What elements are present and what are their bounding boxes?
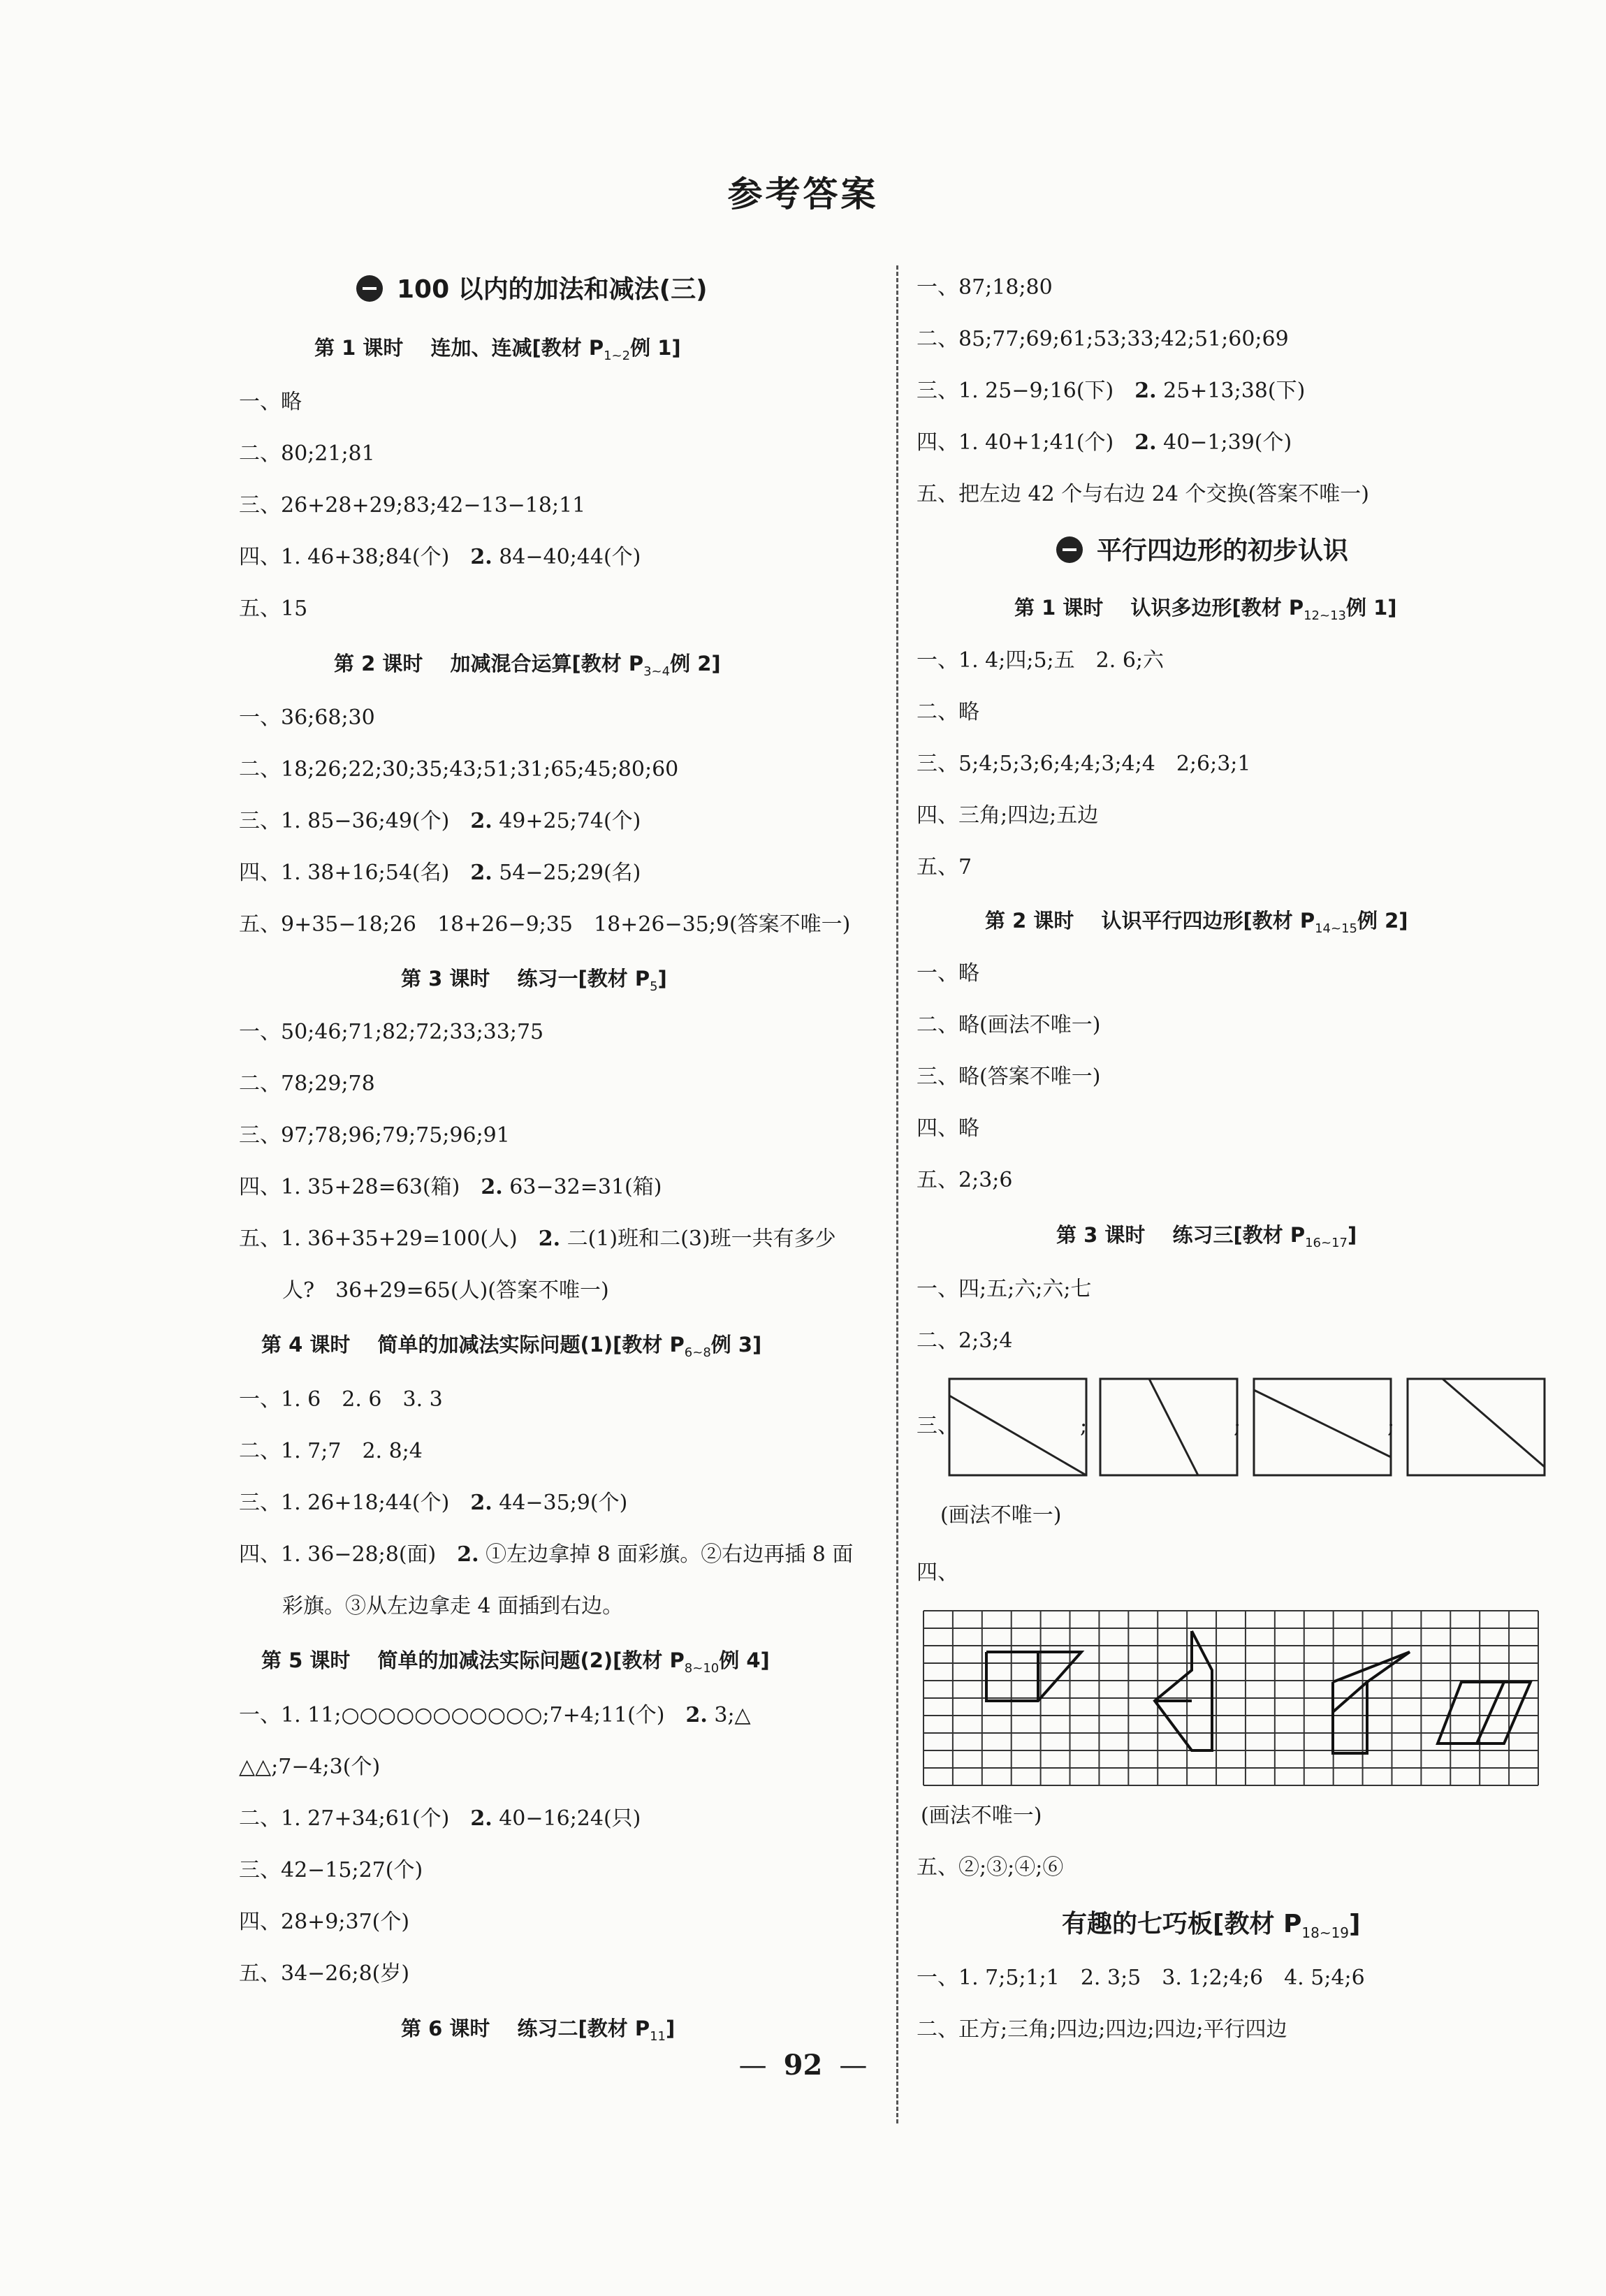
answer-line: 一、1. 4;四;5;五 2. 6;六 bbox=[917, 648, 1165, 673]
answer-line: 一、1. 11;○○○○○○○○○○○;7+4;11(个) 2. 3;△ bbox=[239, 1703, 751, 1727]
answer-line: 二、正方;三角;四边;四边;四边;平行四边 bbox=[917, 2017, 1287, 2042]
answer-line: 四、三角;四边;五边 bbox=[917, 803, 1099, 828]
lesson-heading-2: 第 2 课时 加减混合运算[教材 $P_{3\sim 4}$例 2] bbox=[334, 652, 721, 679]
answer-line: 五、2;3;6 bbox=[917, 1168, 1013, 1192]
grid-lines bbox=[924, 1611, 1538, 1785]
rectangle-1 bbox=[949, 1379, 1086, 1475]
answer-line: 二、80;21;81 bbox=[239, 441, 375, 466]
rectangle-3 bbox=[1254, 1379, 1391, 1475]
parallelogram-4 bbox=[1438, 1682, 1531, 1743]
answer-line: 二、略(画法不唯一) bbox=[917, 1013, 1101, 1037]
answer-line: 彩旗。③从左边拿走 4 面插到右边。 bbox=[282, 1594, 624, 1618]
answer-line: 三、26+28+29;83;42−13−18;11 bbox=[239, 493, 586, 518]
answer-line: 五、15 bbox=[239, 597, 308, 621]
page-number: — 92 — bbox=[738, 2049, 868, 2082]
answer-line: 四、1. 36−28;8(面) 2. ①左边拿掉 8 面彩旗。②右边再插 8 面 bbox=[239, 1542, 854, 1567]
answer-line: 二、1. 27+34;61(个) 2. 40−16;24(只) bbox=[239, 1806, 641, 1831]
section-heading-1 bbox=[356, 274, 708, 306]
lesson-heading-6: 第 6 课时 练习二[教材 $P_{11}$] bbox=[401, 2017, 676, 2044]
section-heading-qiqiao: 有趣的七巧板[教材 $P_{18\sim 19}$] bbox=[1062, 1910, 1361, 1942]
lesson-heading-3: 第 3 课时 练习一[教材 $P_5$] bbox=[401, 967, 667, 994]
parallelogram-4-detail bbox=[1477, 1682, 1504, 1743]
answer-line: 三、5;4;5;3;6;4;4;3;4;4 2;6;3;1 bbox=[917, 752, 1251, 776]
grid-figure bbox=[918, 1607, 1547, 1791]
answer-line: 四、 bbox=[917, 1560, 958, 1585]
answer-line: 三、略(答案不唯一) bbox=[917, 1065, 1101, 1089]
answer-line: 三、1. 25−9;16(下) 2. 25+13;38(下) bbox=[917, 379, 1306, 403]
lesson-heading-5: 第 5 课时 简单的加减法实际问题(2)[教材 $P_{8\sim 10}$例 4] bbox=[261, 1648, 770, 1676]
answer-line: (画法不唯一) bbox=[940, 1503, 1062, 1528]
answer-line: 一、略 bbox=[239, 390, 302, 414]
answer-line: 五、1. 36+35+29=100(人) 2. 二(1)班和二(3)班一共有多少 bbox=[239, 1227, 836, 1251]
answer-line: △△;7−4;3(个) bbox=[239, 1755, 381, 1779]
column-divider bbox=[896, 265, 898, 2123]
answer-line: 五、7 bbox=[917, 855, 972, 879]
lesson-label: 第 1 课时 bbox=[314, 336, 404, 360]
answer-line: 二、1. 7;7 2. 8;4 bbox=[239, 1439, 423, 1463]
answer-line: 三、 bbox=[917, 1414, 958, 1438]
section-number-icon bbox=[1056, 536, 1083, 563]
answer-line: 一、50;46;71;82;72;33;33;75 bbox=[239, 1020, 544, 1044]
answer-line: 四、1. 46+38;84(个) 2. 84−40;44(个) bbox=[239, 545, 641, 569]
answer-line: 一、36;68;30 bbox=[239, 705, 375, 730]
lesson-topic: 连加、连减[教材 P bbox=[430, 336, 604, 360]
answer-line: 二、18;26;22;30;35;43;51;31;65;45;80;60 bbox=[239, 757, 679, 782]
answer-line: 三、97;78;96;79;75;96;91 bbox=[239, 1123, 510, 1148]
page-title: 参考答案 bbox=[727, 174, 879, 214]
answer-line: (画法不唯一) bbox=[921, 1804, 1042, 1828]
section-heading-2: 平行四边形的初步认识 bbox=[1056, 535, 1348, 567]
separator: ; bbox=[1234, 1414, 1241, 1438]
lesson-heading-r1: 第 1 课时 认识多边形[教材 $P_{12\sim 13}$例 1] bbox=[1014, 596, 1397, 623]
answer-line: 二、85;77;69;61;53;33;42;51;60;69 bbox=[917, 327, 1289, 351]
lesson-heading-1 bbox=[314, 334, 681, 370]
answer-line: 五、把左边 42 个与右边 24 个交换(答案不唯一) bbox=[917, 482, 1369, 506]
rectangle-4 bbox=[1408, 1379, 1545, 1475]
lesson-heading-r2: 第 2 课时 认识平行四边形[教材 $P_{14\sim 15}$例 2] bbox=[985, 909, 1408, 936]
lesson-tail: 例 1] bbox=[630, 336, 681, 360]
answer-line: 五、34−26;8(岁) bbox=[239, 1961, 410, 1986]
answer-line: 四、1. 35+28=63(箱) 2. 63−32=31(箱) bbox=[239, 1175, 662, 1199]
rectangles-figure bbox=[947, 1376, 1547, 1478]
answer-line: 二、2;3;4 bbox=[917, 1329, 1013, 1353]
answer-line: 人? 36+29=65(人)(答案不唯一) bbox=[282, 1278, 609, 1303]
answer-line: 四、1. 40+1;41(个) 2. 40−1;39(个) bbox=[917, 430, 1292, 455]
answer-line: 二、略 bbox=[917, 700, 979, 724]
answer-line: 一、1. 7;5;1;1 2. 3;5 3. 1;2;4;6 4. 5;4;6 bbox=[917, 1966, 1365, 1990]
separator: ; bbox=[1080, 1414, 1088, 1438]
answer-line: 三、42−15;27(个) bbox=[239, 1858, 423, 1882]
lesson-heading-4: 第 4 课时 简单的加减法实际问题(1)[教材 $P_{6\sim 8}$例 3] bbox=[261, 1333, 762, 1360]
answer-line: 一、略 bbox=[917, 961, 979, 986]
answer-line: 四、28+9;37(个) bbox=[239, 1910, 410, 1934]
answer-line: 二、78;29;78 bbox=[239, 1072, 375, 1096]
answer-line: 三、1. 85−36;49(个) 2. 49+25;74(个) bbox=[239, 809, 641, 833]
lesson-subscript: 1~2 bbox=[604, 348, 631, 363]
rectangle-2 bbox=[1100, 1379, 1237, 1475]
answer-line: 一、四;五;六;六;七 bbox=[917, 1277, 1092, 1301]
section-number-icon bbox=[356, 275, 383, 302]
answer-line: 三、1. 26+18;44(个) 2. 44−35;9(个) bbox=[239, 1491, 628, 1515]
answer-line: 四、略 bbox=[917, 1116, 979, 1141]
answer-line: 五、9+35−18;26 18+26−9;35 18+26−35;9(答案不唯一) bbox=[239, 912, 851, 937]
answer-line: 一、1. 6 2. 6 3. 3 bbox=[239, 1387, 443, 1412]
lesson-heading-r3: 第 3 课时 练习三[教材 $P_{16\sim 17}$] bbox=[1056, 1223, 1357, 1250]
answer-line: 一、87;18;80 bbox=[917, 275, 1053, 300]
parallelogram-1 bbox=[986, 1652, 1081, 1701]
answer-line: 四、1. 38+16;54(名) 2. 54−25;29(名) bbox=[239, 861, 641, 885]
section-title: 100 以内的加法和减法(三) bbox=[397, 275, 708, 304]
answer-line: 五、②;③;④;⑥ bbox=[917, 1855, 1064, 1880]
parallelogram-1-detail bbox=[986, 1652, 1038, 1701]
separator: ; bbox=[1387, 1414, 1395, 1438]
